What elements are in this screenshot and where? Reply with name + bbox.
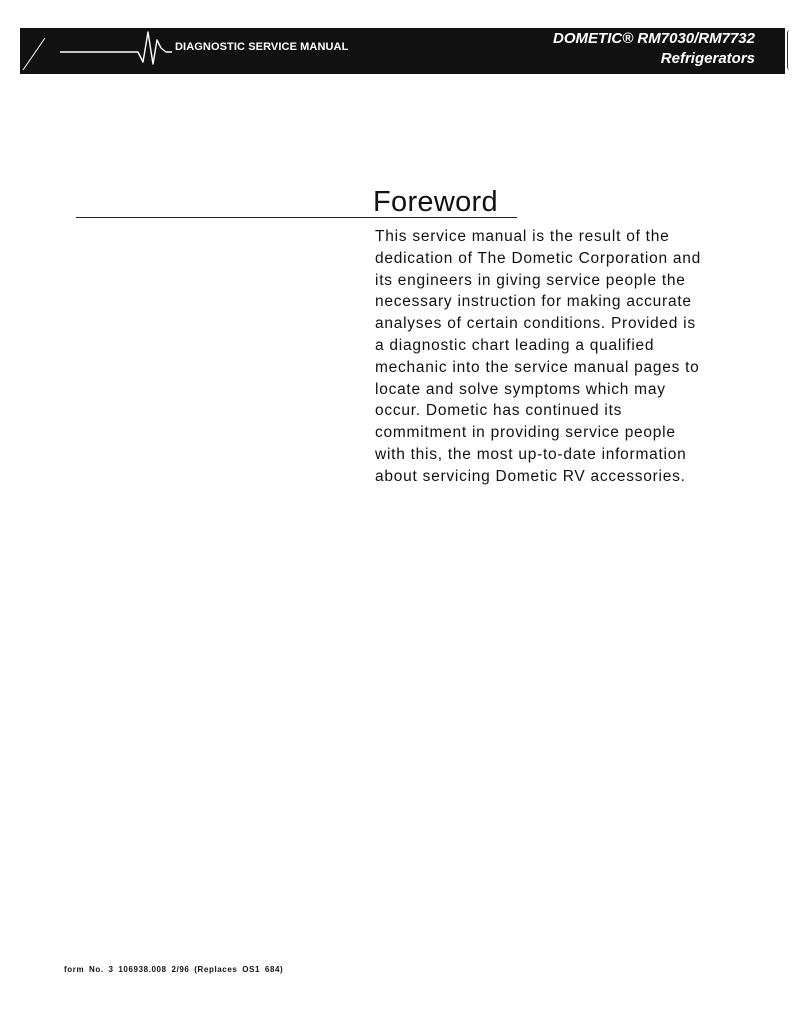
manual-title: DIAGNOSTIC SERVICE MANUAL <box>175 41 349 53</box>
page-edge-mark <box>787 30 792 70</box>
product-model: DOMETIC® RM7030/RM7732 <box>553 30 755 47</box>
title-rule <box>76 217 517 218</box>
section-title: Foreword <box>373 186 498 218</box>
form-number: form No. 3 106938.008 2/96 (Replaces OS1 684) <box>64 965 284 974</box>
product-type: Refrigerators <box>660 50 755 67</box>
foreword-paragraph: This service manual is the result of the dedication of The Dometic Corporation and its engineers in giving service people the necessary instruction for making accurate analyses of certain conditions. Provided is a diagnostic chart leading a qualified mechanic into the service manual pages to locate and solve symptoms which may occur. Dometic has continued its commitment in providing service people with this, the most up-to-date information about servicing Dometic RV accessories. <box>375 228 701 485</box>
